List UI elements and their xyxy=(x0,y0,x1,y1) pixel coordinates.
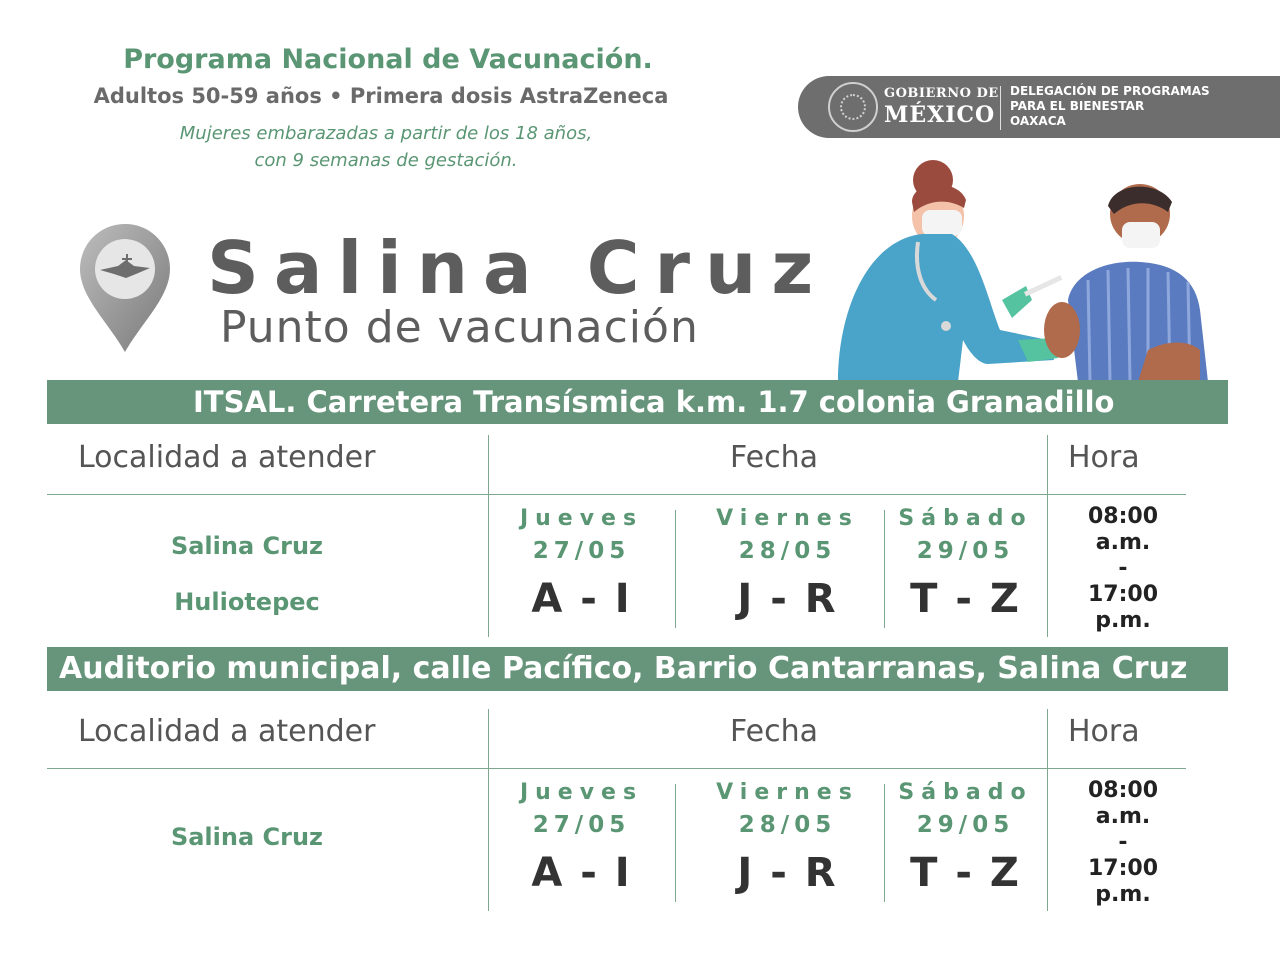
site2-hours-dash: - xyxy=(1118,830,1128,855)
government-banner xyxy=(798,76,1280,138)
site1-hours xyxy=(1048,504,1198,634)
site2-hours xyxy=(1048,778,1198,908)
program-note-line2: con 9 semanas de gestación. xyxy=(254,150,518,171)
delegation-line3: OAXACA xyxy=(1010,114,1066,128)
vaccination-point-label: Punto de vacunación xyxy=(220,302,699,353)
program-note xyxy=(0,120,772,174)
site1-header-hora: Hora xyxy=(1068,440,1140,475)
site2-day: Viernes xyxy=(716,780,859,805)
site2-header-hora: Hora xyxy=(1068,714,1140,749)
site2-day-divider1 xyxy=(675,784,676,902)
site2-header-localidad: Localidad a atender xyxy=(78,714,376,749)
site1-localidad: Huliotepec xyxy=(174,588,320,616)
site1-hours-start-ampm: a.m. xyxy=(1095,530,1151,555)
site2-day: Sábado xyxy=(898,780,1033,805)
site2-date: 27/05 xyxy=(532,812,631,838)
program-note-line1: Mujeres embarazadas a partir de los 18 años, xyxy=(179,123,593,144)
site1-address-bar: ITSAL. Carretera Transísmica k.m. 1.7 colonia Granadillo xyxy=(47,380,1228,424)
site1-letter-range: T - Z xyxy=(910,576,1021,622)
location-pin-icon xyxy=(78,222,172,354)
site1-letter-range: A - I xyxy=(531,576,632,622)
site2-date: 29/05 xyxy=(916,812,1015,838)
vaccination-illustration xyxy=(818,150,1208,382)
site1-localidad: Salina Cruz xyxy=(170,532,324,560)
site1-hours-end: 17:00 xyxy=(1087,582,1159,607)
site1-day: Viernes xyxy=(716,506,859,531)
site2-hours-end: 17:00 xyxy=(1087,856,1159,881)
site1-date: 27/05 xyxy=(532,538,631,564)
site1-day: Jueves xyxy=(519,506,644,531)
site1-hours-start: 08:00 xyxy=(1087,504,1159,529)
site1-header-rule xyxy=(47,494,1186,495)
program-title: Programa Nacional de Vacunación. xyxy=(123,44,653,75)
site2-hours-start: 08:00 xyxy=(1087,778,1159,803)
site2-hours-start-ampm: a.m. xyxy=(1095,804,1151,829)
site2-header-rule xyxy=(47,768,1186,769)
site1-header-localidad: Localidad a atender xyxy=(78,440,376,475)
site1-hours-dash: - xyxy=(1118,556,1128,581)
site2-letter-range: T - Z xyxy=(910,850,1021,896)
site2-date: 28/05 xyxy=(738,812,837,838)
site2-hours-end-ampm: p.m. xyxy=(1095,882,1151,907)
gov-line1: GOBIERNO DE xyxy=(884,86,999,101)
gov-line2: MÉXICO xyxy=(884,102,996,128)
site2-letter-range: A - I xyxy=(531,850,632,896)
site1-letter-range: J - R xyxy=(737,576,838,622)
site2-header-fecha: Fecha xyxy=(730,714,818,749)
delegation-label xyxy=(1010,84,1210,129)
site1-header-fecha: Fecha xyxy=(730,440,818,475)
site1-day: Sábado xyxy=(898,506,1033,531)
delegation-line2: PARA EL BIENESTAR xyxy=(1010,99,1145,113)
program-subtitle: Adultos 50-59 años • Primera dosis AstraZeneca xyxy=(93,84,669,108)
city-name: Salina Cruz xyxy=(207,226,829,310)
site1-hours-end-ampm: p.m. xyxy=(1095,608,1151,633)
site2-day: Jueves xyxy=(519,780,644,805)
site1-date: 29/05 xyxy=(916,538,1015,564)
delegation-line1: DELEGACIÓN DE PROGRAMAS xyxy=(1010,84,1210,98)
gov-divider xyxy=(1000,86,1001,130)
mexico-seal-icon xyxy=(828,82,878,132)
site1-day-divider1 xyxy=(675,510,676,628)
site2-letter-range: J - R xyxy=(737,850,838,896)
site2-address-bar: Auditorio municipal, calle Pacífico, Barrio Cantarranas, Salina Cruz xyxy=(47,647,1228,691)
site1-date: 28/05 xyxy=(738,538,837,564)
site2-localidad: Salina Cruz xyxy=(170,823,324,851)
